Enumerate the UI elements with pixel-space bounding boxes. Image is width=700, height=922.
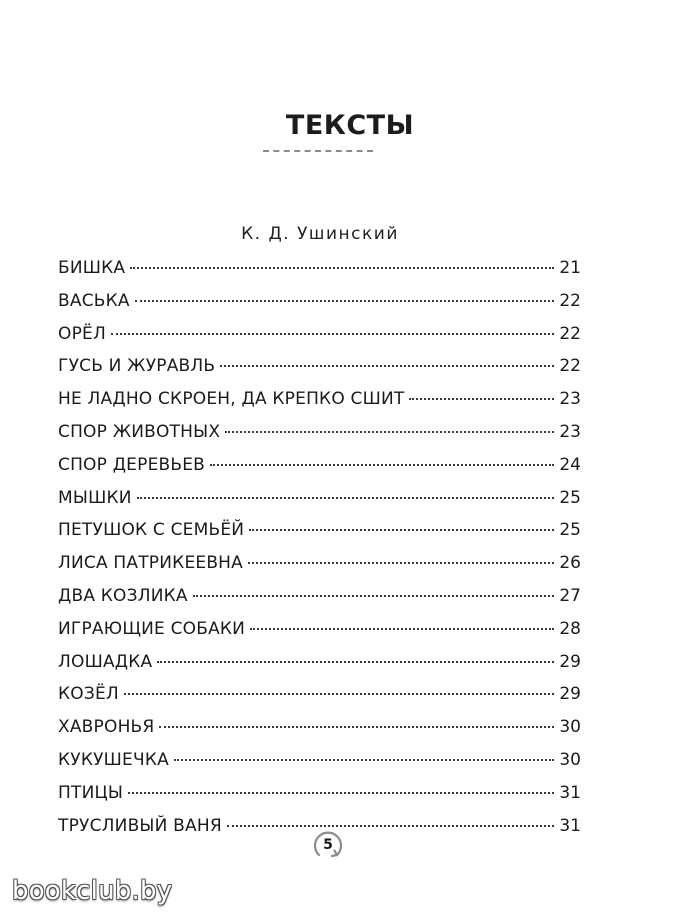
author-name: К. Д. Ушинский <box>241 224 399 244</box>
toc-entry[interactable] <box>58 514 581 547</box>
dot-leader <box>124 693 554 695</box>
toc-entry-page: 22 <box>559 356 581 377</box>
dot-leader <box>250 628 554 630</box>
toc-entry[interactable] <box>58 350 581 383</box>
toc-entry-title: ПТИЦЫ <box>58 782 124 803</box>
dot-leader <box>174 759 554 761</box>
toc-entry[interactable] <box>58 285 581 318</box>
watermark: bookclub.by <box>12 876 173 906</box>
toc-entry-title: ТРУСЛИВЫЙ ВАНЯ <box>58 815 222 836</box>
dot-leader <box>227 825 554 827</box>
toc-entry-title: ЛИСА ПАТРИКЕЕВНА <box>58 553 243 574</box>
toc-entry[interactable] <box>58 449 581 482</box>
toc-entry-page: 30 <box>559 749 581 770</box>
toc-entry[interactable] <box>58 416 581 449</box>
toc-entry-title: ОРЁЛ <box>58 323 106 344</box>
toc-entry-page: 25 <box>559 487 581 508</box>
dot-leader <box>135 300 554 302</box>
toc-entry-title: НЕ ЛАДНО СКРОЕН, ДА КРЕПКО СШИТ <box>58 389 405 410</box>
toc-entry[interactable] <box>58 547 581 580</box>
dot-leader <box>409 398 554 400</box>
toc-entry-page: 23 <box>559 389 581 410</box>
dot-leader <box>128 792 554 794</box>
toc-entry-title: СПОР ЖИВОТНЫХ <box>58 421 221 442</box>
toc-entry-page: 24 <box>559 454 581 475</box>
toc-entry-title: ИГРАЮЩИЕ СОБАКИ <box>58 618 246 639</box>
dot-leader <box>157 661 554 663</box>
toc-entry[interactable] <box>58 744 581 777</box>
dot-leader <box>249 529 554 531</box>
page-title: ТЕКСТЫ <box>285 110 415 141</box>
toc-entry[interactable] <box>58 252 581 285</box>
toc-entry-page: 29 <box>559 651 581 672</box>
toc-entry-page: 28 <box>559 618 581 639</box>
toc-entry-title: ВАСЬКА <box>58 290 130 311</box>
toc-entry-title: ЛОШАДКА <box>58 651 153 672</box>
toc-entry-page: 29 <box>559 684 581 705</box>
toc-entry[interactable] <box>58 318 581 351</box>
toc-entry-page: 31 <box>559 815 581 836</box>
toc-entry-title: ХАВРОНЬЯ <box>58 717 155 738</box>
toc-entry[interactable] <box>58 711 581 744</box>
toc-entry-page: 22 <box>559 290 581 311</box>
toc-entry[interactable] <box>58 777 581 810</box>
dot-leader <box>225 431 554 433</box>
toc-entry-title: ГУСЬ И ЖУРАВЛЬ <box>58 356 216 377</box>
dot-leader <box>111 333 554 335</box>
toc-entry-title: БИШКА <box>58 258 126 278</box>
title-divider <box>263 150 373 152</box>
toc-entry[interactable] <box>58 613 581 646</box>
toc-entry-page: 23 <box>559 421 581 442</box>
toc-entry[interactable] <box>58 580 581 613</box>
dot-leader <box>137 497 554 499</box>
toc-entry[interactable] <box>58 646 581 679</box>
toc-entry-page: 22 <box>559 323 581 344</box>
dot-leader <box>159 726 554 728</box>
toc-entry-title: КОЗЁЛ <box>58 684 119 705</box>
toc-entry-title: ПЕТУШОК С СЕМЬЁЙ <box>58 520 245 541</box>
toc-entry-title: ДВА КОЗЛИКА <box>58 585 188 606</box>
dot-leader <box>193 595 554 597</box>
toc-entry-page: 27 <box>559 585 581 606</box>
toc-entry[interactable] <box>58 383 581 416</box>
toc-entry-page: 25 <box>559 520 581 541</box>
table-of-contents <box>58 252 581 842</box>
toc-entry-page: 26 <box>559 553 581 574</box>
toc-entry-page: 30 <box>559 717 581 738</box>
dot-leader <box>210 464 554 466</box>
toc-entry-page: 31 <box>559 782 581 803</box>
toc-entry-title: МЫШКИ <box>58 487 132 508</box>
dot-leader <box>130 267 554 269</box>
toc-entry[interactable] <box>58 678 581 711</box>
dot-leader <box>248 562 554 564</box>
toc-entry-title: КУКУШЕЧКА <box>58 749 169 770</box>
page-number-badge <box>310 827 346 863</box>
toc-entry[interactable] <box>58 482 581 515</box>
page-number: 5 <box>323 837 333 853</box>
dot-leader <box>220 365 554 367</box>
toc-entry-page: 21 <box>559 258 581 278</box>
toc-entry-title: СПОР ДЕРЕВЬЕВ <box>58 454 206 475</box>
